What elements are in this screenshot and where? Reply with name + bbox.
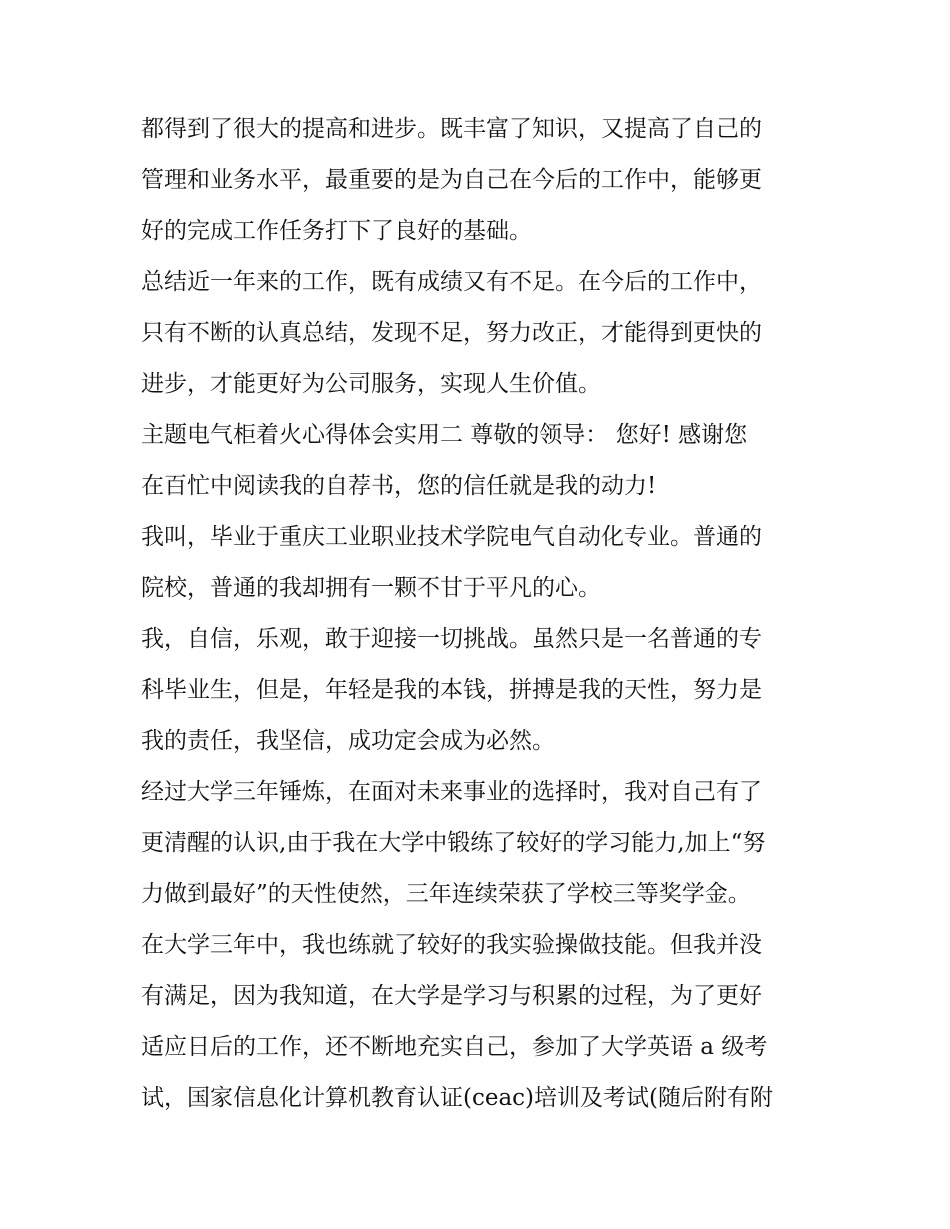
- text-line: 力做到最好”的天性使然，三年连续荣获了学校三等奖学金。: [141, 881, 751, 907]
- text-line: 我，自信，乐观，敢于迎接一切挑战。虽然只是一名普通的专: [141, 626, 762, 652]
- text-line: 我叫，毕业于重庆工业职业技术学院电气自动化专业。普通的: [141, 524, 762, 550]
- text-line: 都得到了很大的提高和进步。既丰富了知识，又提高了自己的: [141, 116, 762, 142]
- text-line: 经过大学三年锤炼，在面对未来事业的选择时，我对自己有了: [141, 779, 762, 805]
- text-line: 有满足，因为我知道，在大学是学习与积累的过程，为了更好: [141, 983, 762, 1009]
- text-line: 试，国家信息化计算机教育认证(ceac)培训及考试(随后附有附: [141, 1085, 774, 1111]
- text-line: 科毕业生，但是，年轻是我的本钱，拼搏是我的天性，努力是: [141, 677, 762, 703]
- text-line: 在百忙中阅读我的自荐书，您的信任就是我的动力!: [141, 473, 657, 499]
- document-body: [141, 104, 813, 1124]
- text-line: 更清醒的认识,由于我在大学中锻练了较好的学习能力,加上“努: [141, 830, 766, 856]
- text-line: 总结近一年来的工作，既有成绩又有不足。在今后的工作中，: [141, 269, 762, 295]
- text-line: 管理和业务水平，最重要的是为自己在今后的工作中，能够更: [141, 167, 762, 193]
- text-line: 适应日后的工作，还不断地充实自己，参加了大学英语 a 级考: [141, 1034, 768, 1060]
- text-line: 主题电气柜着火心得体会实用二 尊敬的领导： 您好! 感谢您: [141, 422, 748, 448]
- text-line: 在大学三年中，我也练就了较好的我实验操做技能。但我并没: [141, 932, 762, 958]
- text-line: 进步，才能更好为公司服务，实现人生价值。: [141, 371, 601, 397]
- text-line: 我的责任，我坚信，成功定会成为必然。: [141, 728, 555, 754]
- text-line: 只有不断的认真总结，发现不足，努力改正，才能得到更快的: [141, 320, 762, 346]
- text-line: 院校，普通的我却拥有一颗不甘于平凡的心。: [141, 575, 601, 601]
- text-line: 好的完成工作任务打下了良好的基础。: [141, 218, 532, 244]
